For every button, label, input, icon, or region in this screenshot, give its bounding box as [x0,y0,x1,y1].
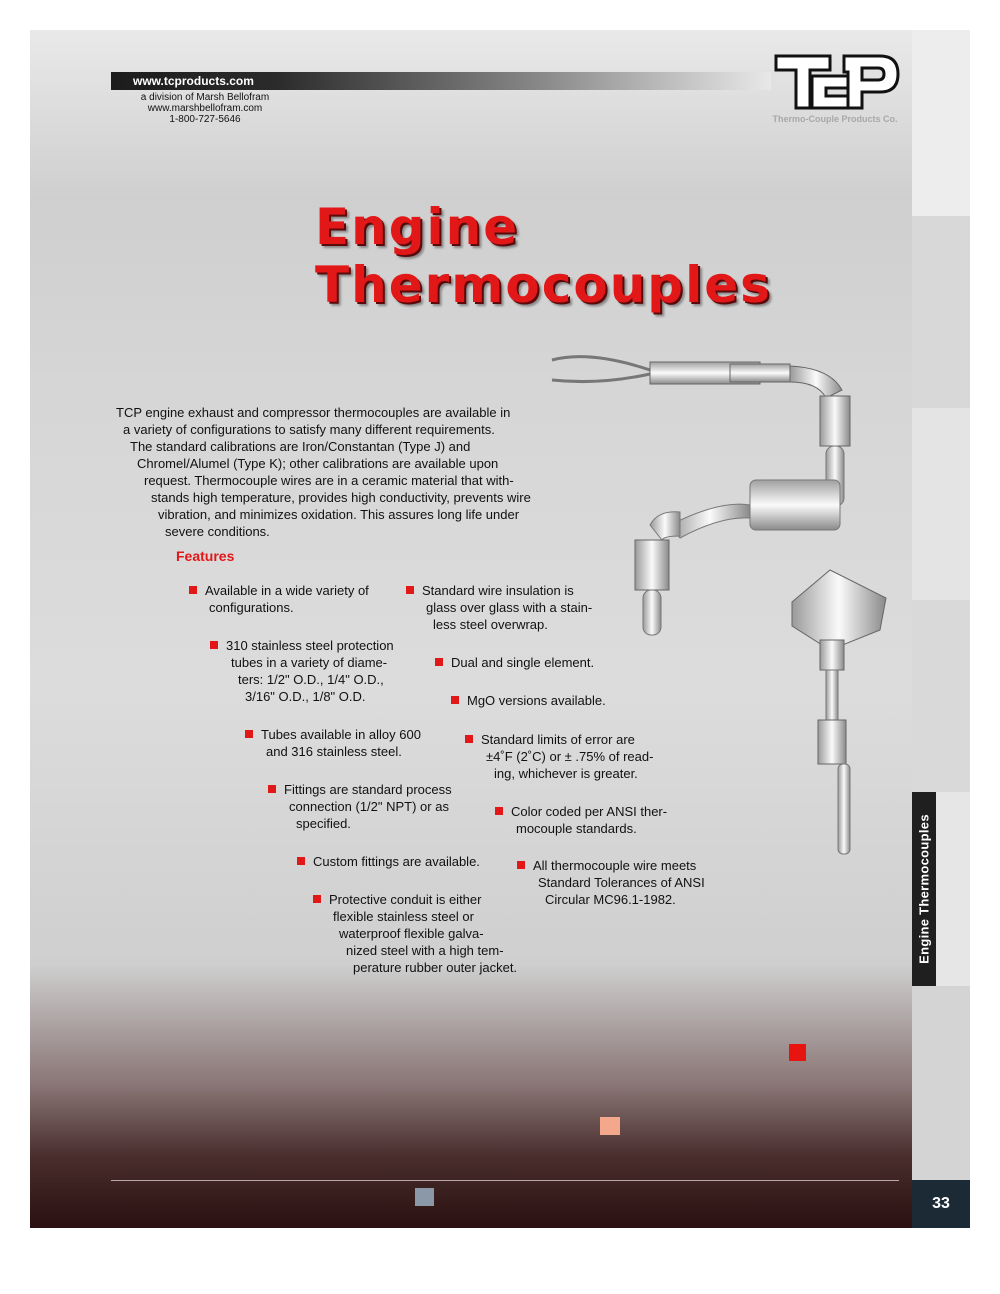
bullet-icon [406,586,414,594]
intro-line: The standard calibrations are Iron/Constantan (Type J) and [130,439,471,454]
intro-line: request. Thermocouple wires are in a ceramic material that with- [144,473,514,488]
title-line: Thermocouples [315,256,772,314]
side-tab [912,792,936,986]
logo-caption: Thermo-Couple Products Co. [772,114,898,124]
intro-line: a variety of configurations to satisfy many different requirements. [123,422,495,437]
feature-item: Fittings are standard process connection (1/2" NPT) or as specified. [268,781,452,832]
feature-item: 310 stainless steel protection tubes in a variety of diame- ters: 1/2" O.D., 1/4" O.D., 3/16" O.D., 1/8" O.D. [210,637,394,705]
bullet-icon [495,807,503,815]
feature-item: Protective conduit is either flexible stainless steel or waterproof flexible galva- nized steel with a high tem- perature rubber outer jacket. [313,891,517,976]
intro-line: stands high temperature, provides high conductivity, prevents wire [151,490,531,505]
feature-item: Dual and single element. [435,654,594,671]
bullet-icon [268,785,276,793]
contact-line[interactable]: www.marshbellofram.com [147,103,263,114]
feature-item: Standard limits of error are ±4˚F (2˚C) or ± .75% of read- ing, whichever is greater. [465,731,653,782]
features-heading: Features [176,548,235,564]
intro-line: Chromel/Alumel (Type K); other calibrations are available upon [137,456,499,471]
feature-item: Standard wire insulation is glass over glass with a stain- less steel overwrap. [406,582,592,633]
feature-item: Tubes available in alloy 600 and 316 stainless steel. [245,726,421,760]
feature-item: Custom fittings are available. [297,853,480,870]
bullet-icon [297,857,305,865]
side-strip [912,600,970,792]
feature-item: Color coded per ANSI ther- mocouple standards. [495,803,667,837]
page-number: 33 [912,1180,970,1228]
intro-line: TCP engine exhaust and compressor thermocouples are available in [116,405,511,420]
bullet-icon [313,895,321,903]
bullet-icon [451,696,459,704]
side-strip [912,408,970,600]
header-bar [111,72,771,90]
bullet-icon [189,586,197,594]
page-title [315,198,772,314]
divider [111,1180,899,1181]
bullet-icon [245,730,253,738]
feature-item: MgO versions available. [451,692,606,709]
side-strip [912,986,970,1180]
website-link[interactable]: www.tcproducts.com [133,74,254,88]
decorative-square [789,1044,806,1061]
side-strip [912,30,970,216]
side-tab-label: Engine Thermocouples [916,814,932,964]
bullet-icon [210,641,218,649]
intro-line: vibration, and minimizes oxidation. This assures long life under [158,507,520,522]
feature-item: Available in a wide variety of configurations. [189,582,369,616]
bullet-icon [435,658,443,666]
decorative-square [600,1117,620,1135]
contact-line: 1-800-727-5646 [169,114,241,125]
side-strip [912,216,970,408]
bullet-icon [517,861,525,869]
contact-line: a division of Marsh Bellofram [140,92,270,103]
intro-line: severe conditions. [165,524,270,539]
bullet-icon [465,735,473,743]
feature-item: All thermocouple wire meets Standard Tolerances of ANSI Circular MC96.1-1982. [517,857,705,908]
decorative-square [415,1188,434,1206]
title-line: Engine [315,198,520,256]
contact-block [120,92,290,125]
